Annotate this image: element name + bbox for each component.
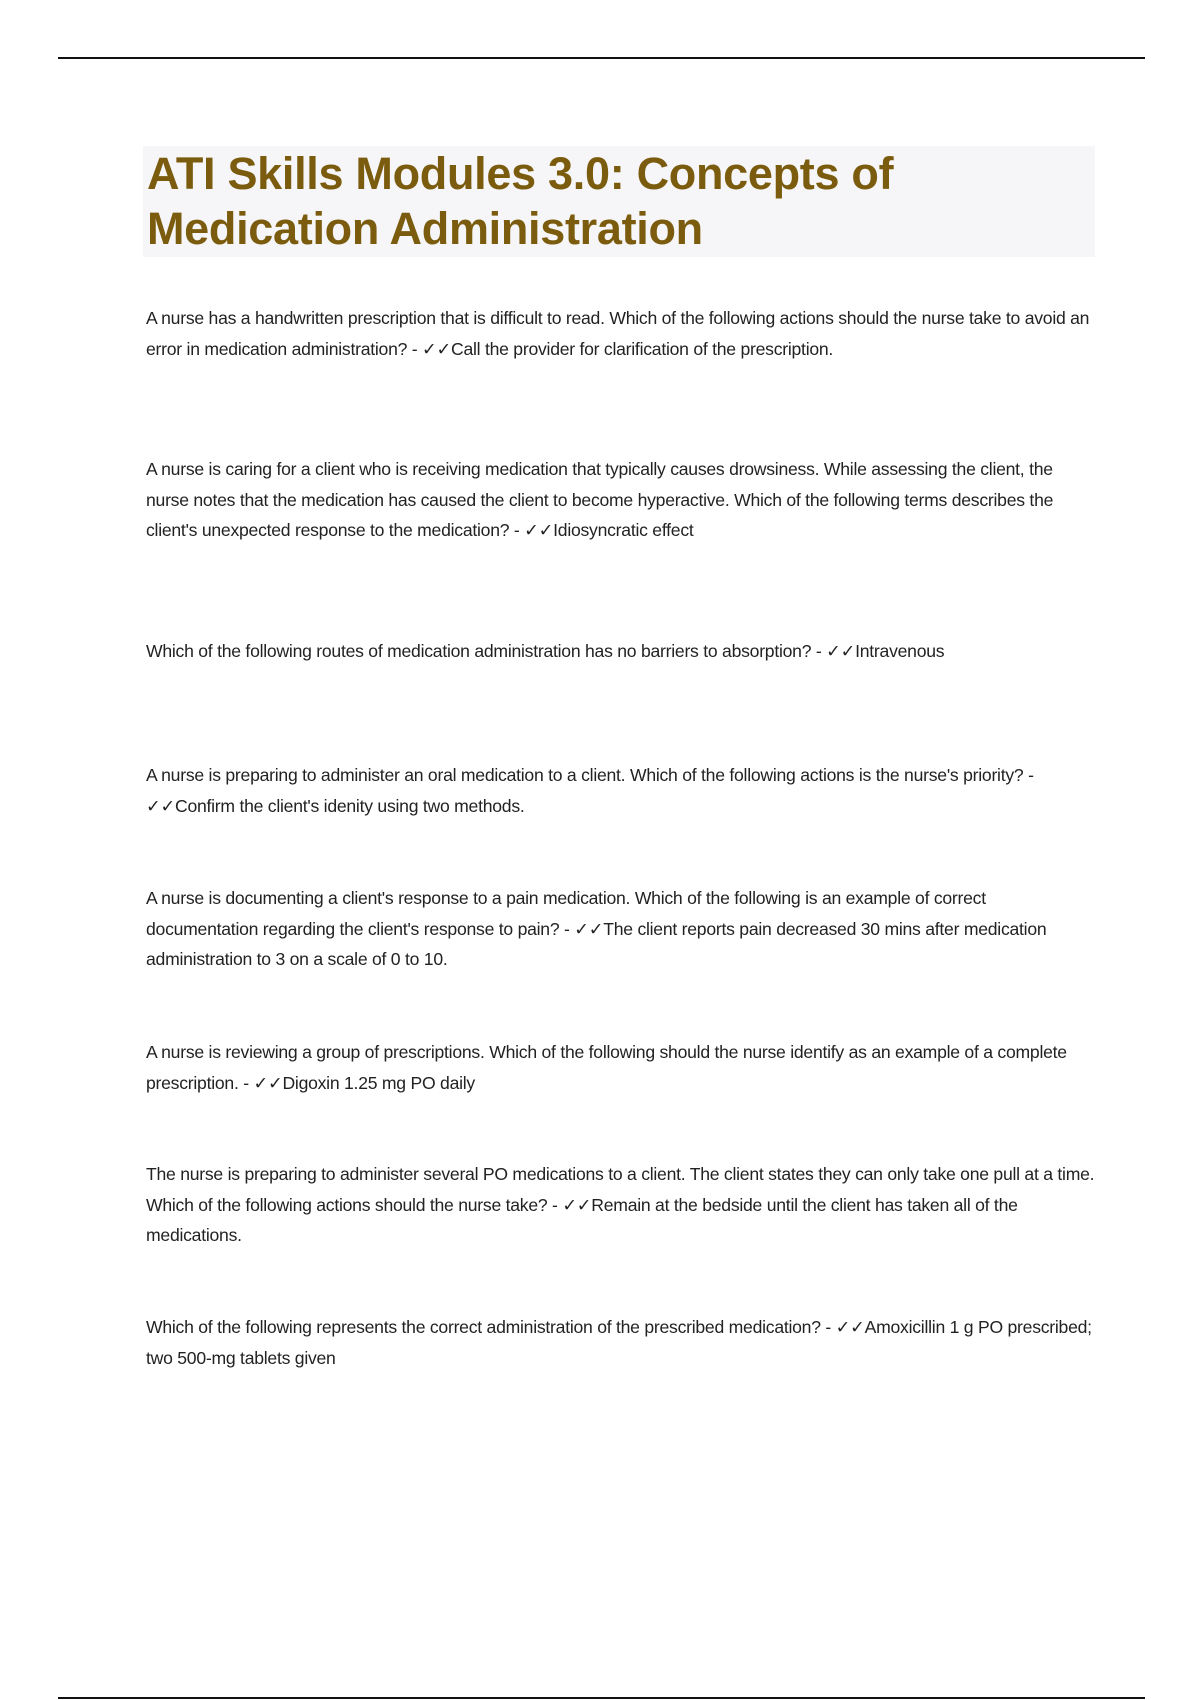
qa-item-6 xyxy=(146,1037,1096,1098)
check-icon: ✓✓ xyxy=(835,1317,865,1337)
check-icon: ✓✓ xyxy=(253,1072,283,1093)
answer: Amoxicillin 1 g PO prescribed; two 500-mg tablets given xyxy=(146,1317,1092,1368)
question: Which of the following routes of medication administration has no barriers to absorption? - xyxy=(146,641,827,661)
qa-item-8 xyxy=(146,1312,1096,1373)
question: Which of the following represents the correct administration of the prescribed medication? - xyxy=(146,1317,836,1337)
qa-item-1 xyxy=(146,303,1096,364)
question: A nurse is documenting a client's response to a pain medication. Which of the following is an example of correct documentation regarding the client's response to pain? - xyxy=(146,888,986,939)
qa-item-7 xyxy=(146,1159,1096,1251)
question: A nurse is reviewing a group of prescriptions. Which of the following should the nurse identify as an example of a complete prescription. - xyxy=(146,1042,1067,1093)
check-icon: ✓✓ xyxy=(574,918,604,939)
qa-item-5 xyxy=(146,883,1096,975)
check-icon: ✓✓ xyxy=(146,795,175,816)
answer: Confirm the client's idenity using two methods. xyxy=(174,795,525,816)
bottom-rule xyxy=(58,1697,1145,1699)
qa-item-4 xyxy=(146,760,1096,821)
check-icon: ✓✓ xyxy=(422,338,452,359)
answer: Idiosyncratic effect xyxy=(553,520,694,540)
qa-item-3 xyxy=(146,636,1096,667)
top-rule xyxy=(58,57,1145,59)
question: A nurse is caring for a client who is receiving medication that typically causes drowsiness. While assessing the client, the nurse notes that the medication has caused the client to become hyperactive. Which of the following terms describes the client's unexpected response to the medication? - xyxy=(146,459,1054,540)
answer: Remain at the bedside until the client has taken all of the medications. xyxy=(146,1194,1018,1245)
answer: Call the provider for clarification of the prescription. xyxy=(451,338,834,359)
check-icon: ✓✓ xyxy=(826,641,856,661)
answer: Intravenous xyxy=(855,641,945,661)
answer: The client reports pain decreased 30 mins after medication administration to 3 on a scale of 0 to 10. xyxy=(146,918,1047,969)
check-icon: ✓✓ xyxy=(562,1194,592,1215)
question: The nurse is preparing to administer several PO medications to a client. The client states they can only take one pull at a time. Which of the following actions should the nurse take? - xyxy=(146,1164,1095,1215)
answer: Digoxin 1.25 mg PO daily xyxy=(282,1072,475,1093)
question: A nurse has a handwritten prescription that is difficult to read. Which of the following actions should the nurse take to avoid an error in medication administration? - xyxy=(146,308,1090,359)
qa-item-2 xyxy=(146,454,1096,546)
document-title: ATI Skills Modules 3.0: Concepts of Medication Administration xyxy=(147,148,894,254)
check-icon: ✓✓ xyxy=(524,520,554,540)
question: A nurse is preparing to administer an oral medication to a client. Which of the following actions is the nurse's priority? - xyxy=(146,765,1034,785)
